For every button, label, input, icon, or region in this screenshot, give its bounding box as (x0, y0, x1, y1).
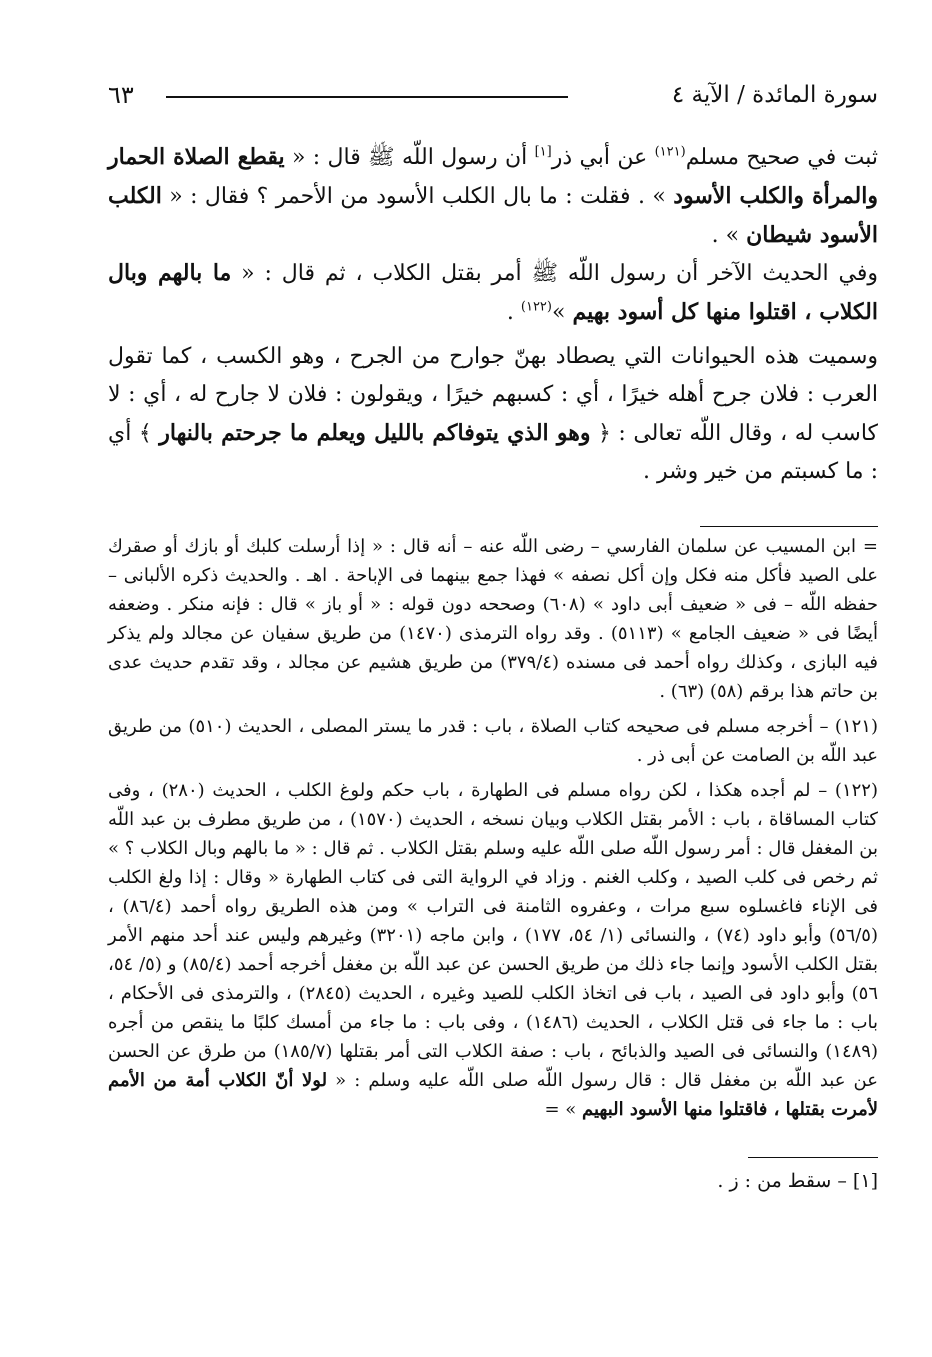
text: ﴾ أي : ما كسبتم من خير وشر . (108, 421, 878, 484)
running-title: سورة المائدة / الآية ٤ (671, 82, 878, 108)
text: » (552, 300, 573, 325)
text: أن رسول اللّه ﷺ قال : « (284, 145, 535, 170)
quran-verse: وهو الذي يتوفاكم بالليل ويعلم ما جرحتم بالنهار (159, 420, 591, 446)
text: (١٢٢) – لم أجده هكذا ، لكن رواه مسلم فى الطهارة ، باب حكم ولوغ الكلب ، الحديث (٢٨٠) ، وفى كتاب المساقاة ، باب : الأمر بقتل الكلاب وبيان نسخه ، الحديث (١٥٧٠) ، من طريق مطرف بن عبد اللّه بن المغفل قال : أمر رسول اللّه صلى اللّه عليه وسلم بقتل الكلاب . ثم قال : « ما بالهم وبال الكلاب ؟ » ثم رخص فى كلب الصيد ، وكلب الغنم . وزاد في الرواية التى فى كتاب الطهارة « وقال : إذا ولغ الكلب فى الإناء فاغسلوه سبع مرات ، وعفروه الثامنة فى التراب » ومن هذه الطريق رواه أحمد (٨٦/٤) ، (٥٦/٥) وأبو داود (٧٤) ، والنسائى (١/ ٥٤، ١٧٧) ، وابن ماجه (٣٢٠١) وغيرهم وليس عند أحد منهم الأمر بقتل الكلب الأسود وإنما جاء ذلك من طريق الحسن عن عبد اللّه بن مغفل أخرجه أحمد (٨٥/٤) و (٥/ ٥٤، ٥٦) وأبو داود فى الصيد ، باب فى اتخاذ الكلب للصيد وغيره ، الحديث (٢٨٤٥) ، والترمذى فى الأحكام ، باب : ما جاء فى قتل الكلاب ، الحديث (١٤٨٦) ، وفى باب : ما جاء من أمسك كلبًا ما ينقص من أجره (١٤٨٩) والنسائى فى الصيد والذبائح ، باب : صفة الكلاب التى أمر بقتلها (١٨٥/٧) من طرق عن الحسن عن عبد اللّه بن مغفل قال : قال رسول اللّه صلى اللّه عليه وسلم : « (108, 780, 879, 1091)
hadith-quote: لولا أنّ الكلاب أمة من الأمم لأمرت بقتلها ، فاقتلوا منها الأسود البهيم (108, 1070, 878, 1120)
footnote-continuation: = ابن المسيب عن سلمان الفارسي – رضى اللّه عنه – أنه قال : « إذا أرسلت كلبك أو بازك أو صقرك على الصيد فأكل منه فكل وإن أكل نصفه » فهذا جمع بينهما فى الإباحة . اهـ . والحديث ذكره الألبانى – حفظه اللّه – فى « ضعيف أبى داود » (٦٠٨) وصححه دون قوله : « أو باز » قال : فإنه منكر . وضعفه أيضًا فى « ضعيف الجامع » (٥١١٣) . وقد رواه الترمذى (١٤٧٠) من طريق سفيان عن مجالد ولم يذكر فيه البازى ، وكذلك رواه أحمد فى مسنده (٣٧٩/٤) من طريق هشيم عن مجالد ، وقد تقدم حديث عدى بن حاتم هذا برقم (٥٨) (٦٣) . (108, 536, 878, 702)
footnote-122 (108, 776, 878, 1124)
footnote-ref-121[interactable]: (١٢١) (654, 144, 686, 160)
text: وفي الحديث الآخر أن رسول اللّه ﷺ أمر بقتل الكلاب ، ثم قال : « (231, 261, 878, 286)
text: » . فقلت : ما بال الكلب الأسود من الأحمر ؟ فقال : « (161, 184, 674, 209)
text: ثبت في صحيح مسلم (685, 145, 878, 170)
text: وسميت هذه الحيوانات التي يصطاد بهنّ جوارح من الجرح ، وهو الكسب ، كما تقول العرب : فلان جرح أهله خيرًا ، أي : كسبهم خيرًا ، ويقولون : فلان لا جارح له ، أي : لا كاسب له ، وقال اللّه تعالى : ﴿ (108, 344, 879, 446)
hadith-quote: يقطع الصلاة الحمار والمرأة والكلب الأسود (108, 144, 879, 209)
hadith-quote: ما بالهم وبال الكلاب ، اقتلوا منها كل أسود بهيم (108, 260, 878, 325)
text: » = (544, 1099, 582, 1120)
header-rule (166, 96, 568, 98)
page-header (108, 80, 878, 110)
paragraph-jawarih-meaning (108, 338, 878, 491)
hadith-quote: الكلب الأسود شيطان (108, 183, 878, 248)
footnote-ref-122[interactable]: (١٢٢) (520, 299, 552, 315)
editor-note-separator (748, 1157, 878, 1158)
text: عن أبي ذر (551, 145, 655, 170)
footnote-separator (700, 526, 878, 527)
paragraph-hadith-abu-dharr (108, 138, 878, 255)
text: . (506, 300, 521, 325)
editor-note-1: [١] – سقط من : ز . (717, 1170, 878, 1192)
paragraph-hadith-kill-dogs (108, 254, 878, 332)
editor-note-ref-1[interactable]: [١] (534, 144, 552, 160)
text: » . (711, 223, 747, 248)
footnotes (108, 532, 878, 1126)
footnote-121: (١٢١) – أخرجه مسلم فى صحيحه كتاب الصلاة ، باب : قدر ما يستر المصلى ، الحديث (٥١٠) من طريق عبد اللّه بن الصامت عن أبى ذر . (108, 716, 878, 766)
page-number: ٦٣ (108, 81, 134, 109)
